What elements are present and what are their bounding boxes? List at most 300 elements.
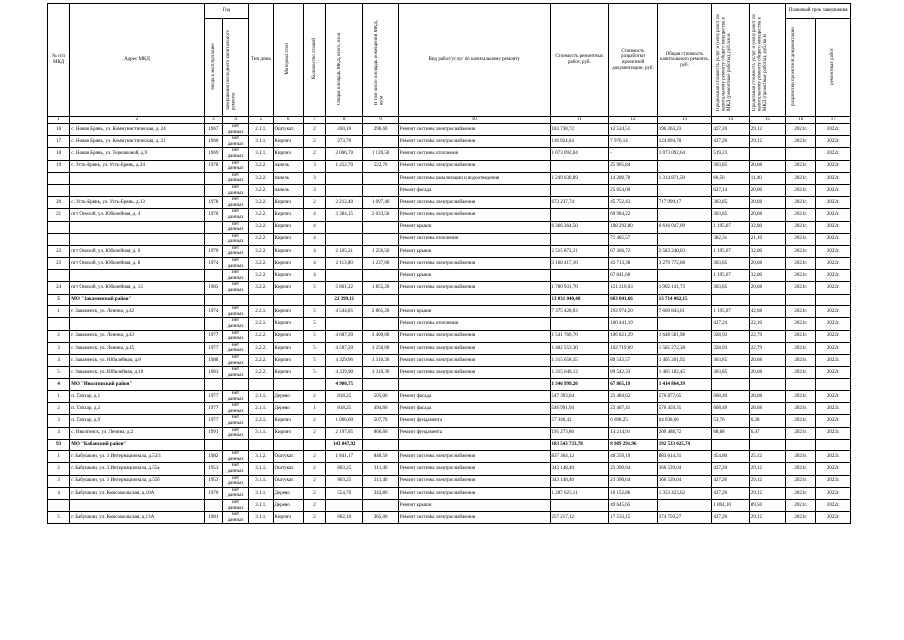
cell-cost-works: 116 924,64 [550, 136, 609, 148]
cell-cost-total: 1 073 092,64 [657, 148, 712, 160]
cell-cost-works: 1 780 931,70 [550, 282, 609, 294]
cell-floors: 5 [303, 342, 325, 354]
cell-limit-design: 42,68 [749, 306, 785, 318]
cell-plan-design-year: 2021г. [786, 403, 816, 415]
cell-plan-repair-year: 2022г. [816, 184, 851, 196]
cell-limit-design: 29,12 [749, 124, 785, 136]
table-row [48, 124, 851, 136]
cell-address: г. Бабушкин, ул. Комсомольская, д.10А [70, 487, 205, 499]
cell-house-type: 3.1.1. [249, 136, 273, 148]
cell-limit-works: 668,49 [712, 403, 749, 415]
cell-work-type: Ремонт системы электроснабжения [398, 463, 550, 475]
table-row [48, 342, 851, 354]
cell-house-type: 2.1.1. [249, 403, 273, 415]
cell-limit-works: 668,49 [712, 390, 749, 402]
cell-floors: 2 [303, 463, 325, 475]
cell-year-last-repair: нет данных [222, 245, 248, 257]
cell-wall-material: Кирпич [273, 148, 303, 160]
cell-total-area: 803,25 [326, 475, 363, 487]
cell-limit-design [749, 294, 785, 306]
cell-cost-design: 102 719,09 [609, 342, 658, 354]
cell-plan-repair-year: 2022г. [816, 258, 851, 270]
cell-floors: 5 [303, 282, 325, 294]
column-number: 12 [609, 117, 658, 124]
cell-row-number: 19 [48, 160, 70, 172]
cell-cost-design: 121 210,03 [609, 282, 658, 294]
cell-address [70, 500, 205, 512]
cell-plan-repair-year: 2022г. [816, 390, 851, 402]
cell-limit-design: 11,40 [749, 172, 785, 184]
cell-address: пгт Онохой, ул. Юбилейная, д. 4 [70, 209, 205, 221]
cell-row-number: 3 [48, 342, 70, 354]
cell-year-last-repair: нет данных [222, 403, 248, 415]
cell-house-type: 3.1.2. [249, 451, 273, 463]
table-row [48, 172, 851, 184]
cell-wall-material: панель [273, 184, 303, 196]
col-header-cost-total: Общая стоимость капитального ремонта, руб. [657, 4, 712, 117]
cell-floors: 2 [303, 197, 325, 209]
cell-cost-total: 883 614,31 [657, 451, 712, 463]
cell-year-built [204, 221, 222, 233]
cell-row-number: 22 [48, 245, 70, 257]
cell-plan-design-year: 2021г. [786, 390, 816, 402]
cell-cost-total: 7 669 843,61 [657, 306, 712, 318]
table-row [48, 209, 851, 221]
cell-year-built [204, 379, 222, 391]
cell-limit-design: 22,79 [749, 342, 785, 354]
cell-plan-design-year: 2021г. [786, 330, 816, 342]
cell-cost-total: 6 616 047,09 [657, 221, 712, 233]
cell-cost-total: 209 488,72 [657, 427, 712, 439]
col-header-plan-term: Плановый срок завершения [786, 4, 851, 19]
cell-limit-works: 303,85 [712, 282, 749, 294]
cell-address: МО "Иволгинский район" [70, 379, 205, 391]
cell-cost-design: 69 984,22 [609, 209, 658, 221]
cell-plan-repair-year: 2022г. [816, 403, 851, 415]
cell-plan-repair-year [816, 379, 851, 391]
cell-total-area: 430,10 [326, 124, 363, 136]
cell-house-type: 3.1.1. [249, 512, 273, 524]
cell-residential-area: 3 310,30 [363, 354, 398, 366]
cell-year-built [204, 439, 222, 451]
cell-cost-total: 366 539,04 [657, 463, 712, 475]
column-number: 1 [48, 117, 70, 124]
cell-cost-design: 6 698,25 [609, 415, 658, 427]
table-row [48, 367, 851, 379]
cell-total-area [326, 221, 363, 233]
cell-plan-repair-year: 2022г. [816, 197, 851, 209]
cell-year-last-repair [222, 294, 248, 306]
cell-year-built: 1988 [204, 354, 222, 366]
cell-year-last-repair: нет данных [222, 258, 248, 270]
cell-wall-material: Кирпич [273, 415, 303, 427]
cell-row-number [48, 172, 70, 184]
col-header-no: № п/п МКД [48, 4, 70, 117]
cell-limit-works [712, 439, 749, 451]
cell-year-built [204, 233, 222, 245]
cell-work-type: Ремонт системы отопления [398, 233, 550, 245]
cell-row-number: 5 [48, 367, 70, 379]
cell-limit-design: 29,12 [749, 475, 785, 487]
cell-limit-works [712, 379, 749, 391]
cell-limit-design [749, 379, 785, 391]
cell-wall-material: Кирпич [273, 342, 303, 354]
cell-cost-total: 192 533 025,74 [657, 439, 712, 451]
cell-total-area: 2 197,05 [326, 427, 363, 439]
cell-residential-area: 296,60 [363, 124, 398, 136]
cell-plan-repair-year: 2022г. [816, 124, 851, 136]
cell-year-last-repair: нет данных [222, 451, 248, 463]
cell-address: г. Закаменск, ул. Ленина, д.45 [70, 342, 205, 354]
cell-residential-area: 2 865,20 [363, 306, 398, 318]
cell-row-number: 4 [48, 487, 70, 499]
col-header-house-type: Тип дома [249, 4, 273, 117]
column-number: 9 [363, 117, 398, 124]
cell-total-area [326, 184, 363, 196]
col-header-total-area: Общая площадь МКД, всего, кв.м [337, 32, 343, 105]
cell-year-built: 1977 [204, 403, 222, 415]
cell-plan-design-year: 2021г. [786, 233, 816, 245]
cell-year-last-repair: нет данных [222, 124, 248, 136]
cell-cost-design: 100 441,19 [609, 318, 658, 330]
column-number: 6 [273, 117, 303, 124]
cell-address [70, 233, 205, 245]
cell-cost-works: 343 148,40 [550, 475, 609, 487]
column-number: 10 [398, 117, 550, 124]
cell-limit-works: 427,24 [712, 318, 749, 330]
cell-work-type: Ремонт системы электроснабжения [398, 512, 550, 524]
cell-wall-material: Оштукат. [273, 463, 303, 475]
cell-row-number: 5 [48, 512, 70, 524]
cell-residential-area: 3 250,00 [363, 342, 398, 354]
cell-residential-area: 866,60 [363, 427, 398, 439]
cell-house-type: 2.2.2. [249, 342, 273, 354]
cell-house-type: 2.1.1. [249, 124, 273, 136]
cell-work-type: Ремонт системы электроснабжения [398, 282, 550, 294]
cell-house-type: 3.2.2. [249, 282, 273, 294]
cell-row-number [48, 184, 70, 196]
cell-house-type: 3.1.1. [249, 475, 273, 487]
cell-address: г. Бабушкин, ул. 3 Интернационала, д.55а [70, 463, 205, 475]
cell-residential-area [363, 318, 398, 330]
cell-limit-works: 427,20 [712, 475, 749, 487]
cell-limit-design: 32,00 [749, 245, 785, 257]
col-header-plan-design: разработки проектной документации [790, 27, 796, 107]
cell-address [70, 172, 205, 184]
cell-wall-material: Оштукат. [273, 451, 303, 463]
cell-cost-total [657, 233, 712, 245]
cell-row-number: 20 [48, 197, 70, 209]
cell-residential-area: 343,80 [363, 487, 398, 499]
cell-plan-design-year: 2021г. [786, 184, 816, 196]
cell-house-type [249, 379, 273, 391]
cell-wall-material: Дерево [273, 403, 303, 415]
cell-plan-repair-year: 2022г. [816, 330, 851, 342]
cell-cost-works: 1 287 625,11 [550, 487, 609, 499]
cell-cost-works [550, 318, 609, 330]
cell-residential-area [363, 136, 398, 148]
cell-year-built: 1953 [204, 475, 222, 487]
table-row [48, 500, 851, 512]
cell-work-type: Ремонт системы электроснабжения [398, 342, 550, 354]
cell-year-last-repair: нет данных [222, 475, 248, 487]
cell-year-built [204, 500, 222, 512]
cell-year-last-repair: нет данных [222, 500, 248, 512]
cell-cost-works: 183 543 733,78 [550, 439, 609, 451]
cell-limit-works: 328,93 [712, 330, 749, 342]
cell-total-area: 818,25 [326, 403, 363, 415]
cell-limit-works: 519,23 [712, 148, 749, 160]
cell-cost-design: 14 214,91 [609, 427, 658, 439]
cell-plan-repair-year: 2022г. [816, 148, 851, 160]
cell-limit-works: 627,14 [712, 184, 749, 196]
cell-limit-design: 6,47 [749, 427, 785, 439]
cell-residential-area: 1 097,40 [363, 197, 398, 209]
cell-plan-repair-year: 2022г. [816, 487, 851, 499]
col-header-work-type: Вид работ/услуг по капитальному ремонту [398, 4, 550, 117]
cell-plan-repair-year: 2022г. [816, 342, 851, 354]
cell-residential-area [363, 294, 398, 306]
cell-address: г. Бабушкин, ул. Комсомольская, д.13А [70, 512, 205, 524]
cell-year-built: 1969 [204, 148, 222, 160]
cell-cost-design: 17 533,15 [609, 512, 658, 524]
column-number: 16 [786, 117, 816, 124]
cell-cost-works: 1 482 553,30 [550, 342, 609, 354]
cell-limit-design: 89,50 [749, 500, 785, 512]
cell-work-type: Ремонт системы электроснабжения [398, 487, 550, 499]
cell-year-last-repair: нет данных [222, 354, 248, 366]
cell-address [70, 221, 205, 233]
cell-floors: 5 [303, 306, 325, 318]
cell-row-number: 4 [48, 427, 70, 439]
cell-wall-material [273, 379, 303, 391]
cell-plan-design-year: 2021г. [786, 342, 816, 354]
col-header-floors: Количество этажей [311, 38, 317, 80]
cell-address: с. Иволгинск, ул. Ленина, д.2 [70, 427, 205, 439]
cell-limit-design: 22,79 [749, 330, 785, 342]
cell-plan-repair-year: 2022г. [816, 463, 851, 475]
cell-wall-material: Оштукат. [273, 124, 303, 136]
cell-house-type: 2.2.1. [249, 306, 273, 318]
cell-year-last-repair: нет данных [222, 233, 248, 245]
cell-cost-total [657, 318, 712, 330]
col-header-year: Год [204, 4, 249, 19]
cell-row-number: 2 [48, 330, 70, 342]
cell-cost-design: 43 713,38 [609, 258, 658, 270]
cell-plan-repair-year: 2022г. [816, 160, 851, 172]
cell-wall-material: Дерево [273, 390, 303, 402]
cell-cost-design: 23 467,41 [609, 403, 658, 415]
cell-wall-material [273, 439, 303, 451]
cell-year-last-repair: нет данных [222, 390, 248, 402]
cell-house-type: 3.1.1. [249, 427, 273, 439]
cell-address [70, 270, 205, 282]
cell-limit-design: 20,68 [749, 258, 785, 270]
cell-residential-area: 522,70 [363, 160, 398, 172]
cell-row-number: 1 [48, 306, 70, 318]
cell-floors: 3 [303, 160, 325, 172]
cell-cost-works [550, 270, 609, 282]
cell-floors: 3 [303, 172, 325, 184]
cell-plan-design-year: 2021г. [786, 318, 816, 330]
col-header-year-built: ввода в эксплуатацию [210, 42, 216, 90]
cell-total-area: 273,70 [326, 136, 363, 148]
cell-limit-design: 20,68 [749, 354, 785, 366]
cell-row-number: 23 [48, 258, 70, 270]
cell-house-type [249, 294, 273, 306]
cell-cost-design: 193 974,20 [609, 306, 658, 318]
cell-floors: 4 [303, 221, 325, 233]
cell-total-area [326, 172, 363, 184]
cell-cost-design: - [609, 148, 658, 160]
cell-residential-area: 365,00 [363, 512, 398, 524]
cell-work-type: Ремонт фасада [398, 403, 550, 415]
cell-limit-design: 20,00 [749, 184, 785, 196]
cell-wall-material [273, 294, 303, 306]
cell-plan-repair-year: 2022г. [816, 221, 851, 233]
cell-wall-material: Кирпич [273, 258, 303, 270]
cell-cost-works: 837 364,12 [550, 451, 609, 463]
cell-cost-works: 1 541 760,70 [550, 330, 609, 342]
cell-plan-repair-year: 2022г. [816, 282, 851, 294]
cell-limit-works: 88,88 [712, 427, 749, 439]
cell-cost-works: 13 031 040,48 [550, 294, 609, 306]
table-row [48, 403, 851, 415]
cell-work-type: Ремонт системы электроснабжения [398, 160, 550, 172]
cell-residential-area: 1 139,50 [363, 148, 398, 160]
cell-floors [303, 294, 325, 306]
cell-work-type: Ремонт системы электроснабжения [398, 136, 550, 148]
cell-cost-total: 1 414 864,39 [657, 379, 712, 391]
table-row [48, 258, 851, 270]
table-row [48, 270, 851, 282]
cell-floors: 5 [303, 318, 325, 330]
cell-address: г. Закаменск, ул. Юбилейная, д.8 [70, 354, 205, 366]
cell-plan-design-year: 2021г. [786, 221, 816, 233]
table-row [48, 427, 851, 439]
col-header-limit-works: Предельная стоимость услуг и (или) работ по капитальному ремонту общего имущества в МКД (ремонтные работы), руб./кв.м [715, 14, 732, 112]
cell-year-built: 1982 [204, 451, 222, 463]
cell-cost-works: 257 217,12 [550, 512, 609, 524]
cell-work-type: Ремонт фасада [398, 184, 550, 196]
cell-plan-repair-year: 2022г. [816, 451, 851, 463]
cell-cost-works: 57 340,42 [550, 415, 609, 427]
cell-cost-total [657, 500, 712, 512]
table-row [48, 233, 851, 245]
cell-work-type: Ремонт крыши [398, 245, 550, 257]
cell-floors: 4 [303, 258, 325, 270]
cell-year-built: 1974 [204, 306, 222, 318]
cell-work-type: Ремонт системы отопления [398, 318, 550, 330]
cell-house-type: 3.2.2. [249, 184, 273, 196]
column-number: 11 [550, 117, 609, 124]
cell-year-built: 1977 [204, 342, 222, 354]
cell-limit-design: 32,00 [749, 221, 785, 233]
cell-plan-design-year: 2021г. [786, 306, 816, 318]
cell-year-last-repair: нет данных [222, 197, 248, 209]
cell-house-type: 3.2.2. [249, 172, 273, 184]
cell-cost-design: 16 152,86 [609, 487, 658, 499]
cell-limit-design: 28,68 [749, 390, 785, 402]
cell-floors: 2 [303, 427, 325, 439]
cell-cost-design: 14 280,78 [609, 172, 658, 184]
cell-total-area: 2 105,21 [326, 245, 363, 257]
cell-year-built: 1970 [204, 209, 222, 221]
cell-wall-material: панель [273, 172, 303, 184]
cell-address: г. Бабушкин, ул. 3 Интернационала, д.53/1 [70, 451, 205, 463]
table-row [48, 306, 851, 318]
cell-row-number [48, 221, 70, 233]
cell-limit-design: 28,68 [749, 403, 785, 415]
cell-total-area: 2 066,70 [326, 148, 363, 160]
cell-residential-area [363, 439, 398, 451]
cell-year-last-repair: нет данных [222, 306, 248, 318]
table-row [48, 475, 851, 487]
cell-total-area: 2 113,80 [326, 258, 363, 270]
cell-limit-works: 427,20 [712, 136, 749, 148]
cell-plan-design-year: 2021г. [786, 367, 816, 379]
cell-cost-total: 3 279 772,08 [657, 258, 712, 270]
cell-residential-area [363, 233, 398, 245]
column-number: 13 [657, 117, 712, 124]
cell-year-built: 1974 [204, 258, 222, 270]
cell-total-area [326, 318, 363, 330]
col-header-address: Адрес МКД [70, 4, 205, 117]
cell-year-last-repair: нет данных [222, 318, 248, 330]
cell-address: пгт Онохой, ул. Юбилейная, д. 8 [70, 258, 205, 270]
cell-limit-design: 29,12 [749, 512, 785, 524]
cell-address: с. Усть-Брянь, ул. Усть-Брянь, д.24 [70, 160, 205, 172]
cell-limit-works: 303,85 [712, 367, 749, 379]
cell-house-type: 3.2.2. [249, 160, 273, 172]
cell-plan-repair-year: 2022г. [816, 475, 851, 487]
cell-total-area [326, 233, 363, 245]
cell-floors: 2 [303, 124, 325, 136]
cell-total-area: 4 544,85 [326, 306, 363, 318]
cell-limit-design [749, 148, 785, 160]
cell-wall-material: Кирпич [273, 427, 303, 439]
cell-limit-design: 21,10 [749, 233, 785, 245]
cell-limit-works: 382,31 [712, 233, 749, 245]
cell-address: МО "Закаменский район" [70, 294, 205, 306]
table-row [48, 197, 851, 209]
cell-row-number: 4 [48, 379, 70, 391]
table-row [48, 390, 851, 402]
col-header-cost-works: Стоимость ремонтных работ, руб. [550, 4, 609, 117]
cell-floors: 4 [303, 270, 325, 282]
cell-limit-works: 1 195,07 [712, 306, 749, 318]
cell-work-type: Ремонт системы канализации и водоотведения [398, 172, 550, 184]
cell-cost-total: 1 648 581,98 [657, 330, 712, 342]
cell-cost-works: 183 738,72 [550, 124, 609, 136]
cell-total-area: 22 399,11 [326, 294, 363, 306]
cell-cost-design: 71 405,57 [609, 233, 658, 245]
cell-wall-material: Кирпич [273, 354, 303, 366]
cell-wall-material: Оштукат. [273, 475, 303, 487]
cell-address: г. Бабушкин, ул. 3 Интернационала, д.55б [70, 475, 205, 487]
cell-cost-total: 1 314 871,50 [657, 172, 712, 184]
cell-limit-works: 427,20 [712, 463, 749, 475]
cell-floors: 2 [303, 500, 325, 512]
cell-plan-design-year: 2021г. [786, 270, 816, 282]
cell-year-built [204, 270, 222, 282]
cell-work-type: Ремонт системы электроснабжения [398, 124, 550, 136]
cell-plan-design-year: 2021г. [786, 258, 816, 270]
cell-limit-design: 29,12 [749, 487, 785, 499]
cell-floors: 4 [303, 209, 325, 221]
cell-residential-area [363, 184, 398, 196]
cell-cost-total: 570 877,65 [657, 390, 712, 402]
